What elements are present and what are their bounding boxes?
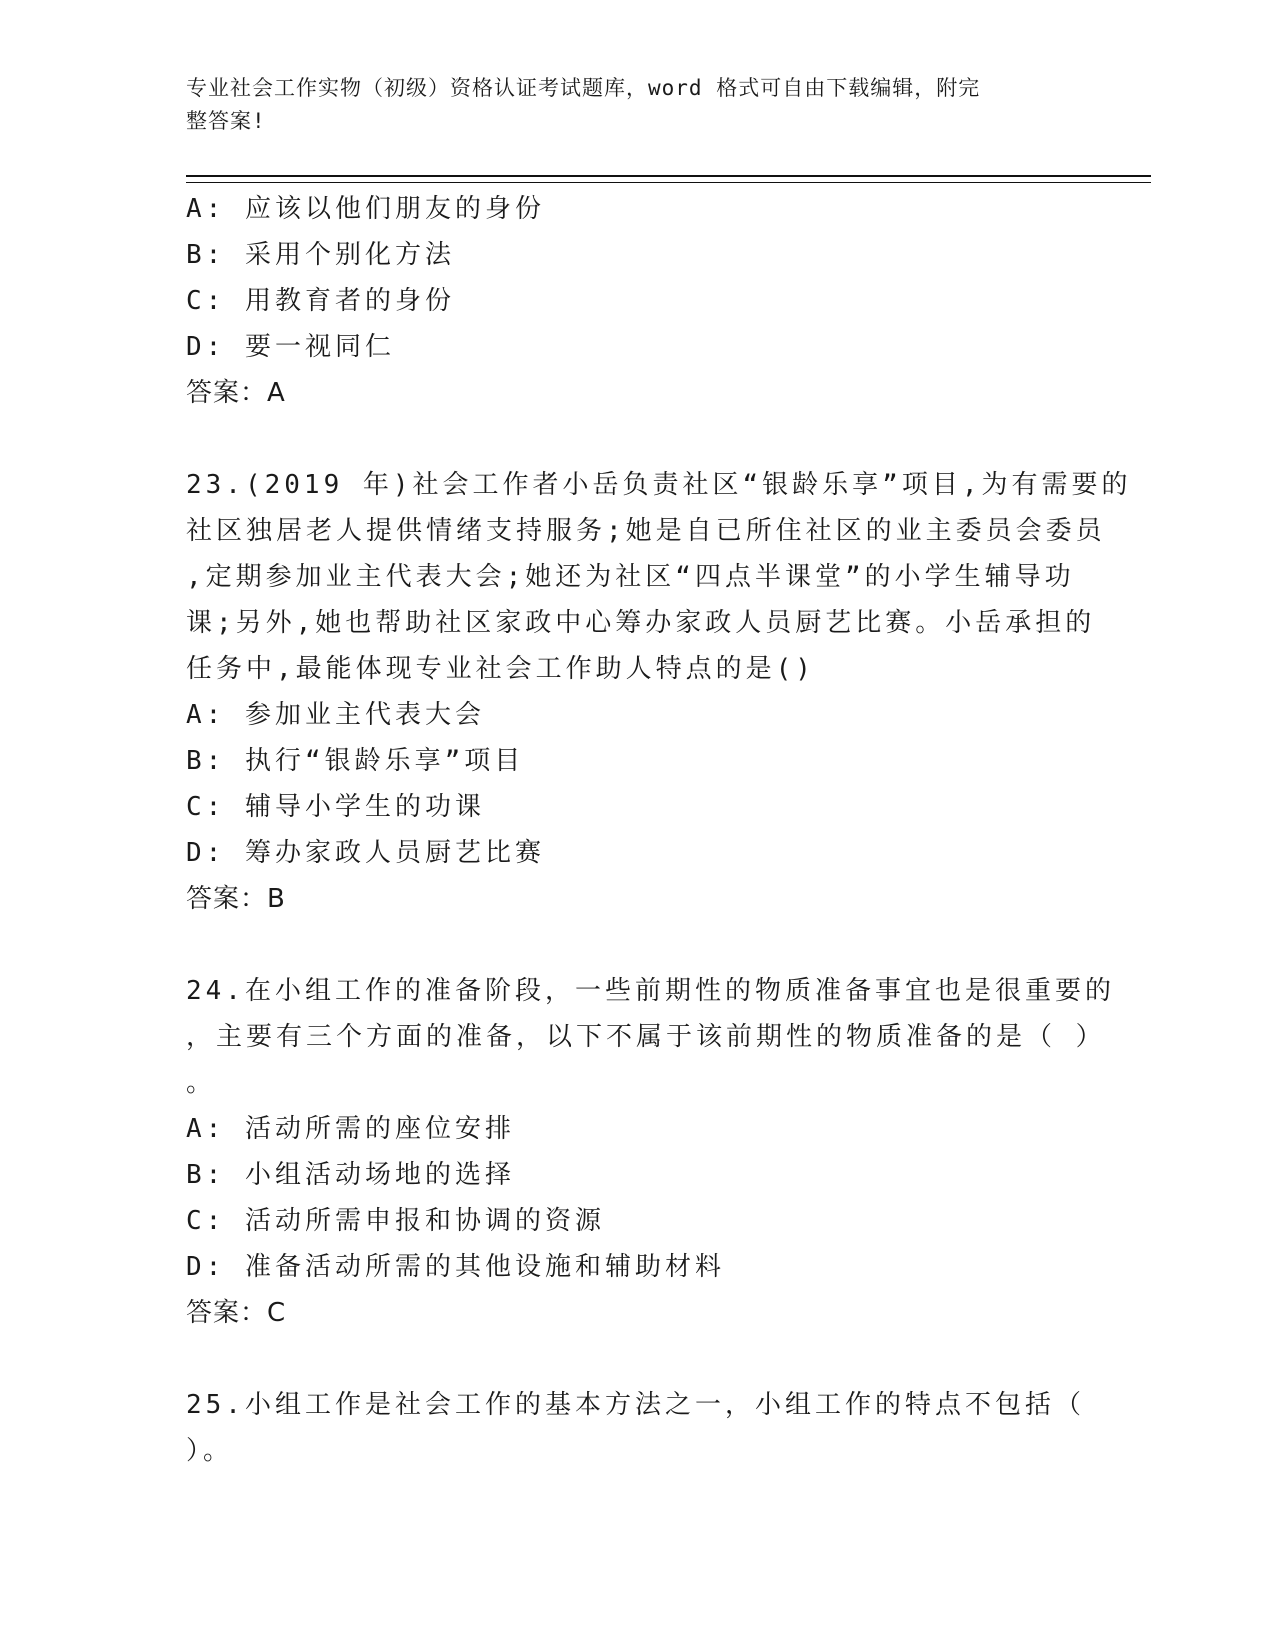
option-c: C: 辅导小学生的功课 [186, 792, 485, 822]
question-25 [186, 1382, 1085, 1474]
header-line-2: 整答案! [186, 109, 266, 133]
question-stem-line: 社区独居老人提供情绪支持服务;她是自已所住社区的业主委员会委员 [186, 516, 1106, 546]
option-d: D: 要一视同仁 [186, 332, 395, 362]
option-d: D: 准备活动所需的其他设施和辅助材料 [186, 1252, 725, 1282]
answer: 答案：B [186, 884, 286, 914]
spacer [186, 1336, 1076, 1382]
question-stem-line: 。 [186, 1068, 217, 1098]
question-content [186, 186, 1132, 1474]
header-line-1: 专业社会工作实物（初级）资格认证考试题库，word 格式可自由下载编辑，附完 [186, 76, 981, 100]
question-stem-line: 25.小组工作是社会工作的基本方法之一，小组工作的特点不包括（ [186, 1390, 1085, 1420]
header-divider [186, 175, 1151, 183]
question-stem-line: ,定期参加业主代表大会;她还为社区“四点半课堂”的小学生辅导功 [186, 562, 1075, 592]
option-d: D: 筹办家政人员厨艺比赛 [186, 838, 545, 868]
question-23 [186, 462, 1132, 922]
spacer [186, 922, 1076, 968]
question-stem-line: 课;另外,她也帮助社区家政中心筹办家政人员厨艺比赛。小岳承担的 [186, 608, 1096, 638]
option-a: A: 活动所需的座位安排 [186, 1114, 515, 1144]
option-c: C: 用教育者的身份 [186, 286, 455, 316]
question-22 [186, 186, 1076, 416]
spacer [186, 416, 1076, 462]
question-stem-line: ）。 [186, 1436, 234, 1466]
option-b: B: 采用个别化方法 [186, 240, 455, 270]
question-24 [186, 968, 1115, 1336]
option-b: B: 执行“银龄乐享”项目 [186, 746, 525, 776]
answer: 答案：C [186, 1298, 287, 1328]
option-a: A: 应该以他们朋友的身份 [186, 194, 545, 224]
answer: 答案：A [186, 378, 286, 408]
question-stem-line: 任务中,最能体现专业社会工作助人特点的是() [186, 654, 815, 684]
document-header [186, 72, 1066, 138]
question-stem-line: ，主要有三个方面的准备，以下不属于该前期性的物质准备的是（ ） [186, 1022, 1106, 1052]
question-stem-line: 23.(2019 年)社会工作者小岳负责社区“银龄乐享”项目,为有需要的 [186, 470, 1132, 500]
option-a: A: 参加业主代表大会 [186, 700, 485, 730]
option-c: C: 活动所需申报和协调的资源 [186, 1206, 605, 1236]
option-b: B: 小组活动场地的选择 [186, 1160, 515, 1190]
question-stem-line: 24.在小组工作的准备阶段，一些前期性的物质准备事宜也是很重要的 [186, 976, 1115, 1006]
